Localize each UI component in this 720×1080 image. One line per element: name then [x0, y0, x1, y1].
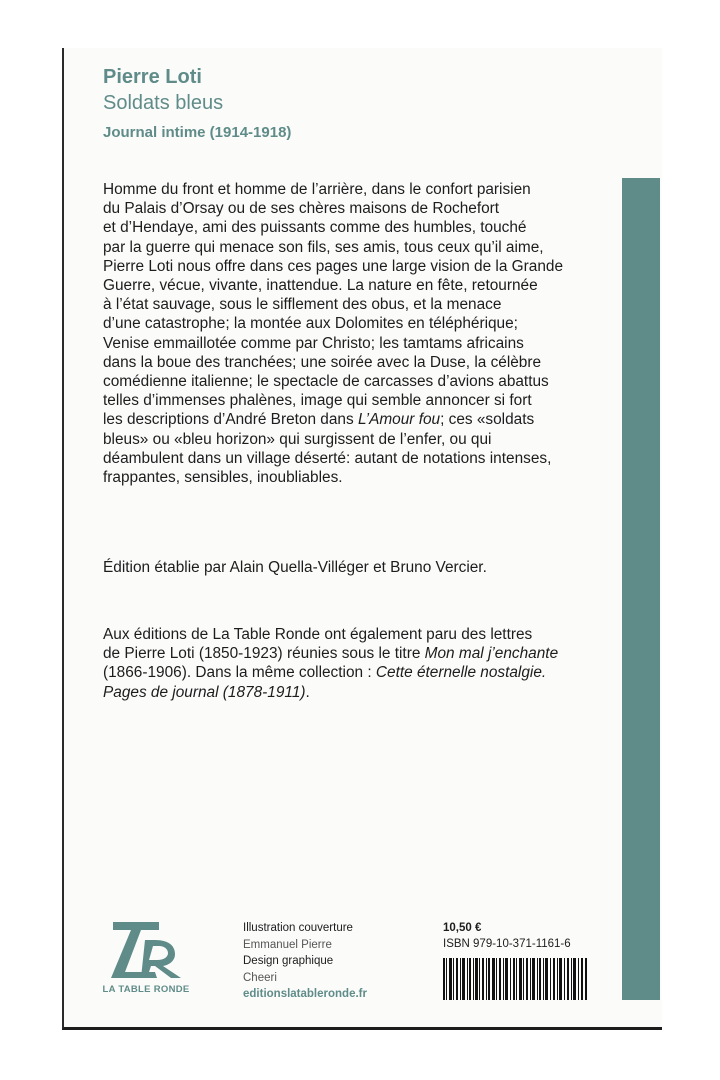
- illustrator-name: Emmanuel Pierre: [243, 938, 332, 951]
- summary-line: [103, 410, 603, 429]
- summary-text: les descriptions d’André Breton dans: [103, 411, 358, 429]
- summary-text: Homme du front et homme de l’arrière, dans le confort parisien: [103, 181, 531, 198]
- edition-note-text: Édition établie par Alain Quella-Villéger et Bruno Vercier.: [103, 559, 487, 576]
- summary-line: [103, 314, 603, 333]
- summary-line: [103, 372, 603, 391]
- summary-line: [103, 276, 603, 295]
- barcode-icon: [443, 958, 587, 1000]
- summary-line: [103, 199, 603, 218]
- summary-text: Venise emmaillotée comme par Christo; les tamtams africains: [103, 334, 524, 352]
- illustration-label: Illustration couverture: [243, 922, 353, 934]
- summary-text: bleus» ou «bleu horizon» qui surgissent de l’enfer, ou qui: [103, 430, 492, 448]
- collection-line: [103, 683, 603, 702]
- credits-block: [243, 920, 367, 1003]
- summary-text: d’une catastrophe; la montée aux Dolomites en téléphérique;: [103, 315, 518, 333]
- summary-text: déambulent dans un village déserté: autant de notations intenses,: [103, 449, 552, 467]
- summary-text: frappantes, sensibles, inoubliables.: [103, 469, 343, 487]
- summary-line: [103, 257, 603, 276]
- summary-line: [103, 449, 603, 468]
- summary-text: telles d’immenses phalènes, image qui semble annoncer si fort: [103, 392, 532, 410]
- summary-line: [103, 334, 603, 353]
- summary-text: par la guerre qui menace son fils, ses amis, tous ceux qu’il aime,: [103, 238, 544, 256]
- summary-line: [103, 430, 603, 449]
- edition-note: [103, 558, 603, 577]
- letters-title: Mon mal j’enchante: [424, 645, 559, 663]
- related-title: Cette éternelle nostalgie.: [375, 664, 547, 682]
- design-label: Design graphique: [243, 955, 334, 967]
- collection-line: [103, 663, 603, 682]
- summary-line: [103, 353, 603, 372]
- book-title: Soldats bleus: [103, 92, 224, 114]
- table-ronde-logo-icon: [107, 918, 185, 980]
- author-name: Pierre Loti: [103, 66, 202, 88]
- designer-name: Cheeri: [243, 971, 277, 984]
- price-block: [443, 920, 571, 952]
- book-reference-title: L’Amour fou: [357, 411, 441, 429]
- collection-text: (1866-1906). Dans la même collection :: [103, 664, 376, 682]
- collection-note: [103, 625, 603, 702]
- summary-text: du Palais d’Orsay ou de ses chères maisons de Rochefort: [103, 200, 500, 218]
- spine-color-stripe: [622, 178, 660, 1000]
- summary-line: [103, 295, 603, 314]
- summary-text: Pierre Loti nous offre dans ces pages une large vision de la Grande: [103, 257, 564, 275]
- price: 10,50 €: [443, 922, 482, 934]
- summary-line: [103, 391, 603, 410]
- summary-line: [103, 468, 603, 487]
- publisher-logo: [96, 918, 196, 995]
- collection-text: .: [305, 683, 310, 701]
- book-header: [103, 64, 291, 144]
- collection-text: de Pierre Loti (1850-1923) réunies sous le titre: [103, 645, 425, 663]
- publisher-website-link[interactable]: editionslatableronde.fr: [243, 988, 367, 1000]
- summary-line: [103, 180, 603, 199]
- isbn: ISBN 979-10-371-1161-6: [443, 938, 571, 950]
- book-subtitle: Journal intime (1914-1918): [103, 124, 292, 141]
- summary-text: dans la boue des tranchées; une soirée avec la Duse, la célèbre: [103, 353, 542, 371]
- collection-line: Aux éditions de La Table Ronde ont également paru des lettres: [103, 626, 533, 643]
- summary-text: comédienne italienne; le spectacle de carcasses d’avions abattus: [103, 373, 549, 391]
- collection-line: [103, 644, 603, 663]
- summary-line: [103, 218, 603, 237]
- summary-line: [103, 238, 603, 257]
- publisher-name: LA TABLE RONDE: [102, 984, 190, 995]
- summary-text: et d’Hendaye, ami des puissants comme des humbles, touché: [103, 219, 527, 237]
- summary-text: Guerre, vécue, vivante, inattendue. La nature en fête, retournée: [103, 277, 538, 295]
- summary-paragraph: [103, 180, 603, 487]
- related-title-cont: Pages de journal (1878-1911): [103, 683, 306, 701]
- summary-text: à l’état sauvage, sous le sifflement des obus, et la menace: [103, 296, 502, 314]
- summary-text: ; ces «soldats: [440, 411, 535, 429]
